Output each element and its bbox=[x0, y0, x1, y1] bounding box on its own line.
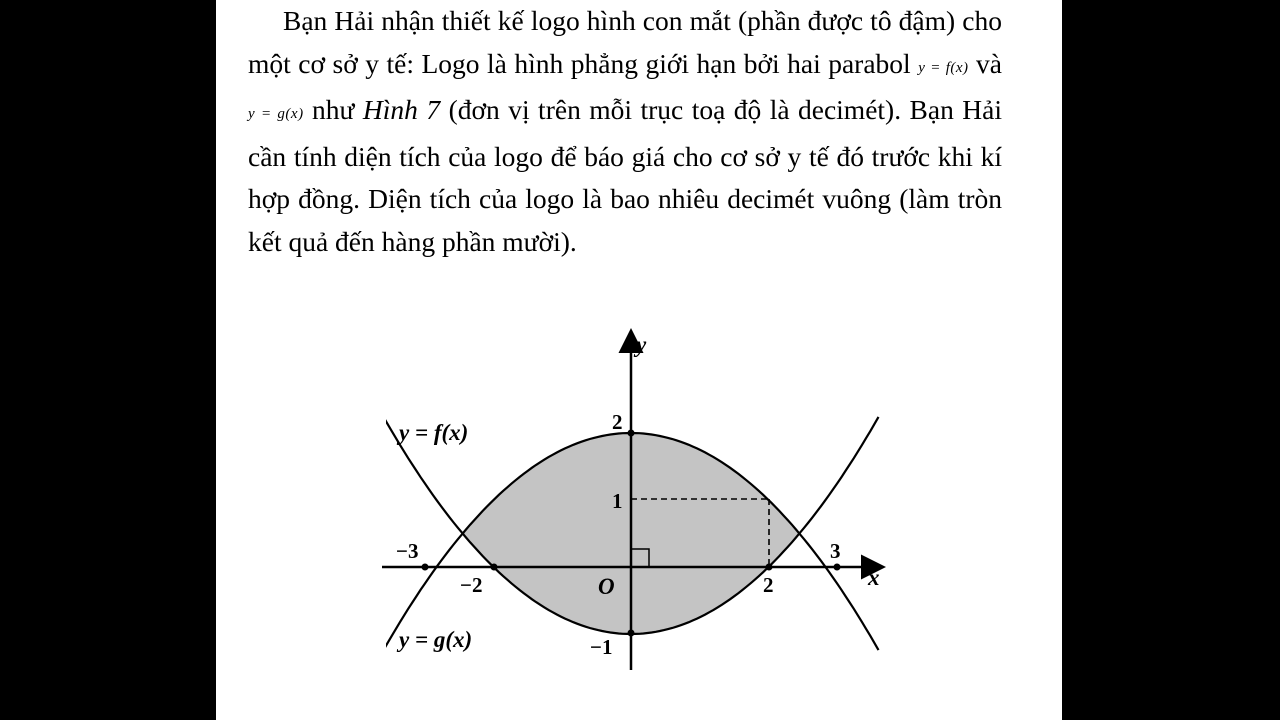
origin-label: O bbox=[598, 574, 615, 599]
point-x-2 bbox=[766, 564, 773, 571]
eye-logo-figure bbox=[216, 0, 1062, 720]
point-y-neg1 bbox=[628, 630, 635, 637]
tick-x-3: 3 bbox=[830, 539, 841, 563]
point-x-3 bbox=[834, 564, 841, 571]
label-f: y = f(x) bbox=[399, 420, 469, 445]
problem-text-part1: Bạn Hải nhận thiết kế logo hình con mắt (phần được tô đậm) cho một cơ sở y tế: Logo là hình phẳng giới hạn bởi hai parabol bbox=[248, 5, 1002, 79]
tick-y-neg1: −1 bbox=[590, 635, 613, 659]
document-page bbox=[216, 0, 1062, 720]
formula-f: y = f(x) bbox=[918, 59, 969, 76]
tick-y-1: 1 bbox=[612, 489, 623, 513]
figure-reference: Hình 7 bbox=[362, 94, 441, 125]
tick-y-2: 2 bbox=[612, 410, 623, 434]
problem-text-part2: như bbox=[303, 94, 363, 125]
point-x-neg3 bbox=[422, 564, 429, 571]
tick-x-2: 2 bbox=[763, 573, 774, 597]
conjunction: và bbox=[968, 47, 1002, 79]
y-axis-label: y bbox=[636, 332, 647, 357]
problem-text-part3: (đơn vị trên mỗi trục toạ độ là decimét). Bạn Hải cần tính diện tích của logo để báo giá cho cơ sở y tế đó trước khi kí hợp đồng. Diện tích của logo là bao nhiêu decimét vuông (làm tròn kết quả đến hàng phần mười). bbox=[248, 94, 1002, 257]
label-g: y = g(x) bbox=[399, 627, 473, 652]
tick-x-neg2: −2 bbox=[460, 573, 483, 597]
point-x-neg2 bbox=[491, 564, 498, 571]
tick-x-neg3: −3 bbox=[396, 539, 419, 563]
formula-g: y = g(x) bbox=[248, 106, 304, 122]
point-y-2 bbox=[628, 430, 635, 437]
x-axis-label: x bbox=[868, 565, 880, 590]
